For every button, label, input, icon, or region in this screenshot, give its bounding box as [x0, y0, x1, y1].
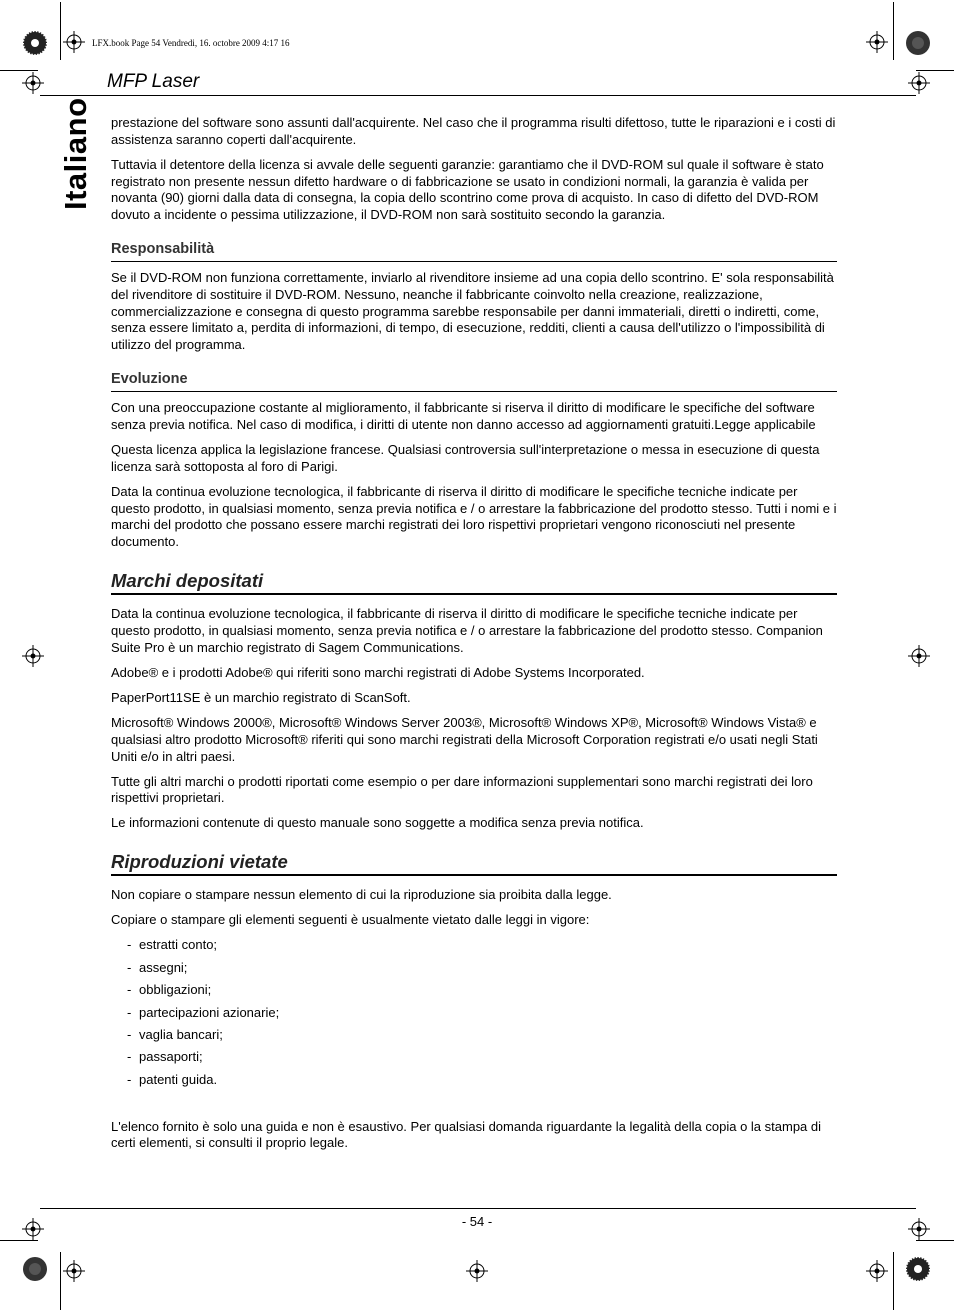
crop-mark — [60, 1252, 61, 1310]
color-target-icon — [905, 30, 931, 56]
paragraph: Le informazioni contenute di questo manuale sono soggette a modifica senza previa notifica. — [111, 815, 644, 831]
color-target-icon — [22, 1256, 48, 1282]
paragraph: Tuttavia il detentore della licenza si avvale delle seguenti garanzie: garantiamo che il DVD-ROM sul quale il software è stato registrato non presente nessun difetto hardware o di fabbricazione se usato in condizioni normali, la garanzia è valida per novanta (90) giorni dalla data di consegna, la copia dello scontrino come prova di acquisto. In caso di difetto del DVD-ROM dovuto a incidente o pessima utilizzazione, il DVD-ROM non sarà sostituito secondo la garanzia. — [111, 156, 824, 223]
crop-mark — [893, 1252, 894, 1310]
header-rule — [40, 95, 916, 96]
paragraph: Con una preoccupazione costante al miglioramento, il fabbricante si riserva il diritto di modificare le specifiche del software senza previa notifica. Nel caso di modifica, i diritti di utente non danno accesso ad aggiornamenti gratuiti.Legge applicabile — [111, 400, 816, 432]
heading-evoluzione: Evoluzione — [111, 371, 837, 392]
registration-mark-icon — [866, 1260, 888, 1282]
crop-mark — [0, 1240, 38, 1241]
registration-mark-icon — [908, 72, 930, 94]
footer-rule — [40, 1208, 916, 1209]
paragraph: Adobe® e i prodotti Adobe® qui riferiti sono marchi registrati di Adobe Systems Incorporated. — [111, 664, 645, 680]
registration-mark-icon — [466, 1260, 488, 1282]
page-number: - 54 - — [461, 1214, 493, 1229]
list-item: - partecipazioni azionarie; — [127, 1005, 837, 1022]
paragraph: Copiare o stampare gli elementi seguenti è usualmente vietato dalle leggi in vigore: — [111, 912, 590, 928]
color-target-icon — [22, 30, 48, 56]
registration-mark-icon — [908, 645, 930, 667]
crop-mark — [60, 2, 61, 60]
paragraph: prestazione del software sono assunti dall'acquirente. Nel caso che il programma risulti difettoso, tutte le riparazioni e i costi di assistenza saranno coperti dall'acquirente. — [111, 115, 836, 147]
list-item: - estratti conto; — [127, 937, 837, 954]
color-target-icon — [905, 1256, 931, 1282]
registration-mark-icon — [866, 31, 888, 53]
book-info: LFX.book Page 54 Vendredi, 16. octobre 2009 4:17 16 — [92, 38, 290, 48]
paragraph: Non copiare o stampare nessun elemento di cui la riproduzione sia proibita dalla legge. — [111, 887, 612, 903]
paragraph: Data la continua evoluzione tecnologica, il fabbricante di riserva il diritto di modificare le specifiche tecniche indicate per questo prodotto, in qualsiasi momento, senza previa notifica e / o arrestare la fabbricazione del prodotto stesso. Tutti i nomi e i marchi del prodotto che possano essere marchi registrati dei loro rispettivi proprietari vengono riconosciuti nel presente documento. — [111, 483, 837, 550]
list-item: - patenti guida. — [127, 1072, 837, 1089]
registration-mark-icon — [63, 31, 85, 53]
heading-riproduzioni-vietate: Riproduzioni vietate — [111, 851, 837, 876]
paragraph: Questa licenza applica la legislazione francese. Qualsiasi controversia sull'interpretazione o messa in esecuzione di questa licenza sarà sottoposta al foro di Parigi. — [111, 441, 820, 474]
paragraph: Data la continua evoluzione tecnologica, il fabbricante di riserva il diritto di modificare le specifiche tecniche indicate per questo prodotto, in qualsiasi momento, senza previa notifica e / o arrestare la fabbricazione del prodotto stesso. Companion Suite Pro è un marchio registrato di Sagem Communications. — [111, 606, 823, 655]
paragraph: Se il DVD-ROM non funziona correttamente, inviarlo al rivenditore insieme ad una copia dello scontrino. E' sola responsabilità del rivenditore di sostituire il DVD-ROM. Nessuno, neanche il fabbricante coinvolto nella creazione, realizzazione, commercializzazione e consegna di questo programma sarebbe responsabile per danni immateriali, diretti o indiretti, come, senza essere limitato a, perdita di informazioni, di tempo, di esecuzione, redditi, clienti a causa dell'utilizzo o l'impossibilità di utilizzo del programma. — [111, 270, 834, 353]
list-item: - assegni; — [127, 960, 837, 977]
language-tab: Italiano — [58, 97, 93, 210]
registration-mark-icon — [22, 72, 44, 94]
heading-responsabilita: Responsabilità — [111, 241, 837, 262]
paragraph: Microsoft® Windows 2000®, Microsoft® Windows Server 2003®, Microsoft® Windows XP®, Microsoft® Windows Vista® e qualsiasi altro prodotto Microsoft® riferiti qui sono marchi registrati della Microsoft Corporation registrati e/o usati negli Stati Uniti e/o in altri paesi. — [111, 714, 818, 764]
heading-marchi-depositati: Marchi depositati — [111, 570, 837, 595]
crop-mark — [916, 1240, 954, 1241]
crop-mark — [0, 70, 38, 71]
paragraph: Tutte gli altri marchi o prodotti riportati come esempio o per dare informazioni supplementari sono marchi registrati dei loro rispettivi proprietari. — [111, 773, 813, 806]
crop-mark — [916, 70, 954, 71]
paragraph: L'elenco fornito è solo una guida e non è esaustivo. Per qualsiasi domanda riguardante la legalità della copia o la stampa di certi elementi, si consulti il proprio legale. — [111, 1118, 822, 1151]
page-content — [111, 115, 837, 1161]
registration-mark-icon — [63, 1260, 85, 1282]
paragraph: PaperPort11SE è un marchio registrato di ScanSoft. — [111, 689, 411, 705]
list-item: - vaglia bancari; — [127, 1027, 837, 1044]
running-title: MFP Laser — [107, 71, 200, 92]
list-item: - passaporti; — [127, 1049, 837, 1066]
registration-mark-icon — [22, 645, 44, 667]
prohibited-items-list — [111, 937, 837, 1088]
list-item: - obbligazioni; — [127, 982, 837, 999]
crop-mark — [893, 2, 894, 60]
